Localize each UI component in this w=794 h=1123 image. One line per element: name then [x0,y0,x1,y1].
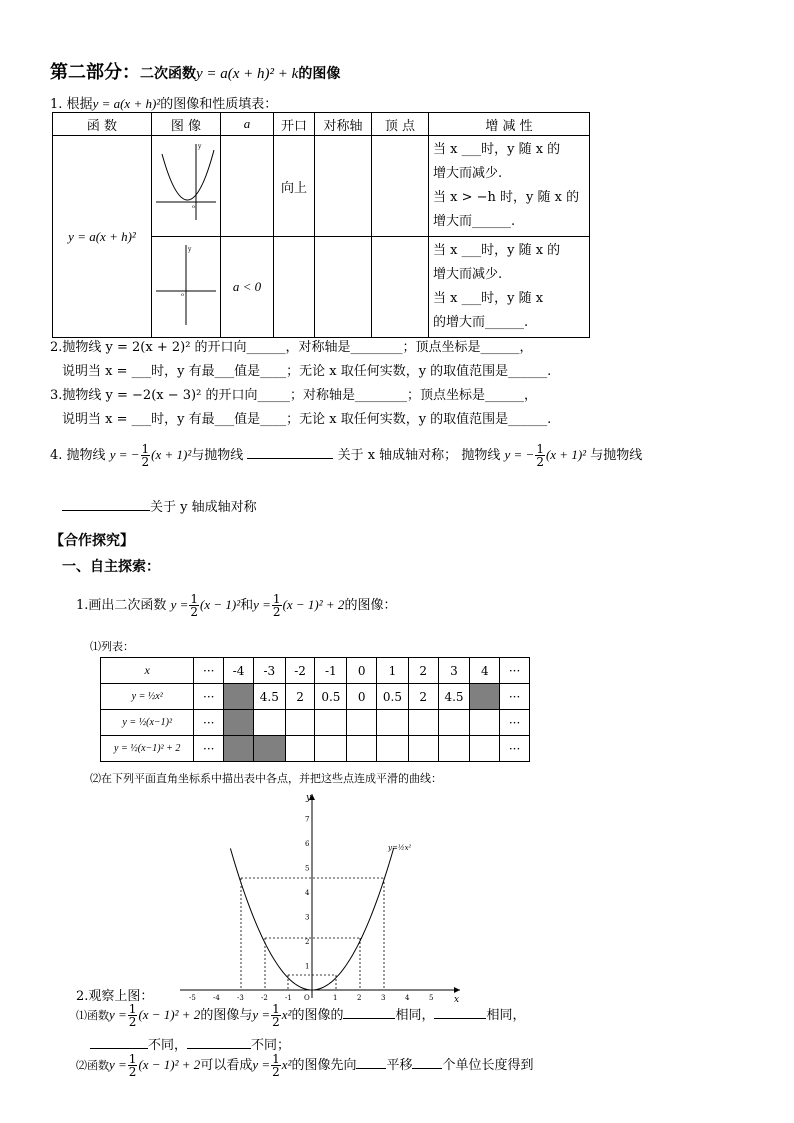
input-cell[interactable] [377,710,409,736]
e2-2-f1-den: 2 [128,1065,137,1079]
q4-fraction1 [141,443,151,468]
a-negative: a < 0 [221,237,274,338]
e1-fraction2 [272,593,282,618]
input-cell[interactable] [408,736,438,762]
q4-tail1: (x + 1)² [151,447,192,462]
svg-text:y: y [188,246,192,253]
function-cell: y = a(x + h)² [53,136,152,338]
q4-text5: 与抛物线 [590,448,643,463]
e1-f2-num: 1 [272,592,281,606]
e2-num: 2. [76,989,89,1004]
input-cell[interactable] [253,710,285,736]
input-cell[interactable] [347,710,377,736]
input-cell[interactable] [285,736,315,762]
property-table [52,112,590,338]
e1-and: 和 [240,598,254,613]
y-tick-label: 2 [305,938,310,946]
cell: 2 [408,684,438,710]
q4-f2-den: 2 [536,455,544,469]
cell: 0.5 [377,684,409,710]
section-title-formula: y = a(x + h)² + k [196,66,299,82]
e1-t3: (x − 1)² + 2 [282,597,345,612]
list-label: ⑴列表： [90,640,134,653]
x-tick-label: -1 [285,994,292,1002]
q4-text3: 关于 x 轴成轴对称； [337,448,458,463]
q3-text1: 抛物线 y = −2(x − 3)² 的开口向_____；对称轴是________；顶点坐标是______， [62,388,537,403]
header-a: a [221,113,274,136]
q4-tail2: (x + 1)² [545,447,587,462]
x-val: 3 [438,658,470,684]
y-tick-label: 3 [305,913,310,922]
x-val: 1 [377,658,409,684]
q1-intro [50,93,277,112]
q4-y2: y = − [504,447,535,462]
y-tick-label: 1 [305,962,310,971]
e1-line [76,590,396,621]
x-tick-label: 4 [405,994,410,1002]
shaded-cell [224,736,254,762]
graph-cell-down [152,237,221,338]
svg-text:y: y [198,143,202,150]
q2-line2: 说明当 x = ___时，y 有最___值是____；无论 x 取任何实数，y 的取值范围是______. [62,364,552,379]
x-tick-label: 3 [381,994,386,1002]
cell: 0 [347,684,377,710]
svg-text:o: o [181,292,185,298]
x-tick-label: -2 [261,994,268,1002]
coordinate-axes-sketch [152,237,220,333]
x-val: 4 [470,658,500,684]
e2-2-frac2 [271,1053,281,1078]
e2-2-f2-den: 2 [272,1065,280,1079]
mono2-line1: 当 x ___时，y 随 x 的 [433,243,561,258]
row-label-3: y = ½(x−1)² + 2 [101,736,194,762]
mono1-line4: 增大而______. [433,214,516,229]
e2-2-s1: 平移 [386,1058,413,1073]
x-tick-label: 2 [357,994,362,1002]
section-title [50,58,340,84]
e2-2-t2: x² [281,1057,292,1072]
q4-f2-num: 1 [536,442,544,456]
e2-2-blank1[interactable] [356,1055,386,1069]
vertex-cell-1 [372,136,429,237]
opening-cell-2 [274,237,315,338]
q4-y1: y = − [109,447,140,462]
e2-1-mid: 的图像与 [200,1008,253,1023]
e2-2-blank2[interactable] [412,1055,442,1069]
header-graph: 图 像 [152,113,221,136]
mono2-line2: 增大而减少. [433,267,503,282]
shaded-cell [224,684,254,710]
q1-intro-text: 根据 [66,97,93,112]
q4-text1: 抛物线 [66,448,106,463]
q4-fraction2 [535,443,545,468]
input-cell[interactable] [315,710,347,736]
input-cell[interactable] [347,736,377,762]
q1-formula: y = a(x + h)² [92,96,161,111]
q4-line1 [50,440,642,471]
q2-num: 2. [50,340,63,355]
e2-1-blank2[interactable] [434,1005,486,1019]
q4-text4: 抛物线 [461,448,501,463]
e2-2-y2: y = [252,1057,271,1072]
input-cell[interactable] [470,710,500,736]
e2-1-t2: x² [281,1007,292,1022]
mono1-line1: 当 x ___时，y 随 x 的 [433,142,561,157]
x-tick-label: 1 [333,994,338,1002]
cell: 2 [285,684,315,710]
graph-cell-up [152,136,221,237]
e2-1-s2: 相同， [486,1008,526,1023]
cell: ··· [500,684,530,710]
x-tick-label: -3 [237,994,244,1002]
input-cell[interactable] [438,710,470,736]
e2-1-y1: y = [109,1007,127,1022]
e2-1-s4: 不同； [251,1038,291,1053]
x-tick-label: -4 [213,994,220,1002]
x-val: 0 [347,658,377,684]
x-val: -3 [253,658,285,684]
e1-y2: y = [253,597,271,612]
input-cell[interactable] [285,710,315,736]
e2-1-frac1 [128,1003,138,1028]
curve-label: y=½x² [388,844,412,852]
q4-f1-num: 1 [141,442,150,456]
e1-fraction1 [189,593,199,618]
e1-f2-den: 2 [272,605,281,619]
mono1-line3: 当 x > −h 时，y 随 x 的 [433,190,580,205]
cell: ··· [194,684,224,710]
row-label-2: y = ½(x−1)² [101,710,194,736]
q1-num: 1. [50,97,63,112]
e2-2-f2-num: 1 [272,1052,280,1066]
vertex-cell-2 [372,237,429,338]
e2-1-s3: 不同， [148,1038,188,1053]
x-val: -4 [224,658,254,684]
header-monotonicity: 增 减 性 [429,113,590,136]
monotonicity-cell-1 [429,136,590,237]
mono1-line2: 增大而减少. [433,166,503,181]
q2-text1: 抛物线 y = 2(x + 2)² 的开口向______，对称轴是________；顶点坐标是______， [62,340,533,355]
e2-title-text: 观察上图： [88,989,154,1004]
cell: ··· [500,710,530,736]
e2-2-y1: y = [109,1057,127,1072]
section-title-suffix: 的图像 [298,66,341,82]
q3-line2: 说明当 x = ___时，y 有最___值是____；无论 x 取任何实数，y 的取值范围是______. [62,412,552,427]
x-val: 2 [408,658,438,684]
cell: ··· [194,736,224,762]
header-vertex: 顶 点 [372,113,429,136]
q4-text6: 关于 y 轴成轴对称 [150,500,257,515]
header-axis: 对称轴 [315,113,372,136]
shaded-cell [253,736,285,762]
x-label-cell: x [101,658,194,684]
input-cell[interactable] [408,710,438,736]
e1-text2: 的图像： [344,598,397,613]
x-tick-label: -5 [189,994,196,1002]
coop-title: 【合作探究】 [50,533,134,549]
input-cell[interactable] [377,736,409,762]
q4-text2: 与抛物线 [191,448,244,463]
e2-2-label: ⑵函数 [76,1059,109,1072]
coop-sub: 一、自主探索： [62,559,160,575]
draw-label: ⑵在下列平面直角坐标系中描出表中各点，并把这些点连成平滑的曲线： [90,772,442,785]
e2-1-y2: y = [252,1007,271,1022]
e2-1-blank1[interactable] [343,1005,395,1019]
cell: 0.5 [315,684,347,710]
e2-1-t1: (x − 1)² + 2 [138,1007,201,1022]
monotonicity-cell-2 [429,237,590,338]
e2-1-f1-num: 1 [128,1002,137,1016]
q4-f1-den: 2 [141,455,150,469]
x-val: -1 [315,658,347,684]
q1-intro-text2: 的图像和性质填表： [160,97,278,112]
axis-cell-1 [315,136,372,237]
e2-1-f1-den: 2 [128,1015,137,1029]
x-axis-label: x [454,995,460,1003]
q3-num: 3. [50,388,63,403]
input-cell[interactable] [315,736,347,762]
axis-cell-2 [315,237,372,338]
e1-f1-den: 2 [190,605,198,619]
y-axis-label: y [306,793,312,803]
q3-line1 [50,384,537,403]
section-title-rest: 二次函数 [140,66,196,82]
row-label-1: y = ½x² [101,684,194,710]
e2-1-f2-num: 1 [272,1002,280,1016]
value-table [100,657,530,762]
q2-line1 [50,336,533,355]
e1-y1: y = [170,597,189,612]
origin-label: O [304,994,310,1002]
x-axis-arrow [454,987,460,993]
e2-2-t1: (x − 1)² + 2 [138,1057,201,1072]
x-val: ··· [500,658,530,684]
e1-t2: (x − 1)² [200,597,241,612]
coordinate-graph [160,788,470,1003]
input-cell[interactable] [470,736,500,762]
e2-2-mid: 可以看成 [200,1058,253,1073]
e2-2-frac1 [128,1053,138,1078]
e1-num: 1. [76,598,89,613]
input-cell[interactable] [438,736,470,762]
q4-line2 [62,496,257,515]
header-opening: 开口 [274,113,315,136]
mono2-line4: 的增大而______. [433,315,529,330]
e2-2-mid2: 的图像先向 [291,1058,357,1073]
e2-1-mid2: 的图像的 [291,1008,344,1023]
cell: ··· [500,736,530,762]
e2-1-f2-den: 2 [272,1015,280,1029]
e2-1-line1 [76,1000,525,1031]
e2-1-frac2 [271,1003,281,1028]
opening-up: 向上 [274,136,315,237]
e2-2-s2: 个单位长度得到 [442,1058,534,1073]
y-tick-label: 4 [305,889,310,897]
x-val: -2 [285,658,315,684]
y-tick-label: 5 [305,864,310,873]
e2-2-f1-num: 1 [128,1052,137,1066]
e2-1-blank3[interactable] [90,1035,148,1049]
header-function: 函 数 [53,113,152,136]
section-title-bold: 第二部分： [50,62,140,83]
cell: 4.5 [438,684,470,710]
upward-parabola-sketch [152,136,220,232]
shaded-cell [470,684,500,710]
y-tick-label: 7 [305,815,310,824]
shaded-cell [224,710,254,736]
q4-blank1[interactable] [247,445,333,459]
cell: 4.5 [253,684,285,710]
x-val: ··· [194,658,224,684]
e1-text1: 画出二次函数 [88,598,167,613]
x-tick-label: 5 [429,994,434,1002]
cell: ··· [194,710,224,736]
q4-num: 4. [50,448,63,463]
e1-f1-num: 1 [190,592,198,606]
mono2-line3: 当 x ___时，y 随 x [433,291,544,306]
a-cell-1 [221,136,274,237]
e2-1-s1: 相同， [395,1008,435,1023]
svg-text:o: o [192,204,196,210]
y-tick-label: 6 [305,840,310,848]
e2-1-label: ⑴函数 [76,1009,109,1022]
e2-2-line [76,1050,533,1081]
q4-blank2[interactable] [62,497,150,511]
e2-1-blank4[interactable] [187,1035,251,1049]
